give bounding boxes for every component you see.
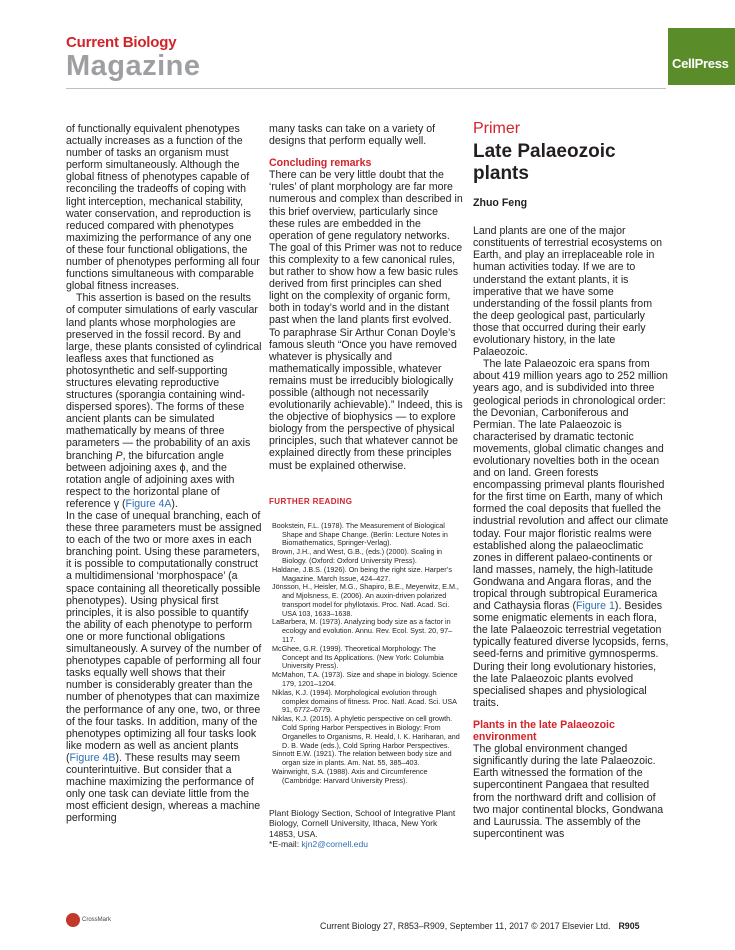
reference-item: Bookstein, F.L. (1978). The Measurement of Biological Shape and Shape Change. (Berlin: Lecture Notes in Biomathematics, Springer-Verlag).: [272, 520, 448, 548]
reference-item: Niklas, K.J. (2015). A phyletic perspective on cell growth. Cold Spring Harbor Perspectives in Biology: From Organelles to Organisms, R. Heald, I. K. Hariharan, and D. B. Wade (eds.), Cold Spring Harbor Perspectives.: [272, 714, 460, 750]
reference-item: Sinnott E.W. (1921). The relation between body size and organ size in plants. Am. Nat. 55, 385–403.: [272, 749, 452, 768]
citation: Current Biology 27, R853–R909, September 11, 2017 © 2017 Elsevier Ltd.: [320, 921, 611, 931]
article-title: Late Palaeozoic plants: [473, 141, 616, 185]
email-link[interactable]: kjn2@cornell.edu: [301, 839, 369, 850]
paragraph: many tasks can take on a variety of designs that perform equally well.: [269, 123, 436, 148]
further-reading-heading: FURTHER READING: [269, 496, 353, 506]
paragraph: of functionally equivalent phenotypes actually increases as a function of the number of tasks an organism must perform simultaneously. Although the global fitness of phenotypes capable of reconciling the tradeoffs of coping with light interception, mechanical stability, water conservation, and reproduction is reduced compared with phenotypes maximizing the performance of any one of these four functional obligations, the number of phenotypes performing all four functions simultaneous with comparable global fitness increases.: [66, 123, 260, 293]
figure-link[interactable]: Figure 1: [576, 600, 615, 613]
paragraph: Land plants are one of the major constituents of terrestrial ecosystems on Earth, and play an irreplaceable role in human activities today. If we are to understand the extant plants, it is imperative that we have some understanding of the fossil plants from the deep geological past, particularly those that occurred during their early evolutionary history, in the late Palaeozoic.: [473, 225, 663, 359]
cellpress-logo[interactable]: CellPress: [668, 28, 735, 85]
reference-item: Jönsson, H., Heisler, M.G., Shapiro, B.E., Meyerwitz, E.M., and Mjolsness, E. (2006). An auxin-driven polarized transport model for phyllotaxis. Proc. Natl. Acad. Sci. USA 103, 1633–1638.: [272, 582, 459, 618]
paragraph: In the case of unequal branching, each of these three parameters must be assigned to each of the two or more axes in each branching point. Using these parameters, it is possible to computationally construct a multidimensional ‘morphospace’ (a space containing all theoretically possible phenotypes). Using physical first principles, it is also possible to quantify the ability of each phenotype to perform one or more functional obligations simultaneously. A survey of the number of phenotypes capable of performing all four tasks equally well shows that their number is considerably greater than the number of phenotypes that can maximize the performance of any one, two, or three of the four tasks. In addition, many of the phenotypes optimizing all four tasks look like modern as well as ancient plants (Figure 4B). These results may seem counterintuitive. But consider that a machine maximizing the performance of only one task can deviate little from the most efficient design, whereas a machine performing: [66, 510, 262, 825]
primer-label: Primer: [473, 120, 521, 137]
article-author: Zhuo Feng: [473, 197, 528, 210]
reference-list: [272, 522, 463, 786]
author-affiliation: Plant Biology Section, School of Integrative Plant Biology, Cornell University, Ithaca, New York 14853, USA. *E-mail: kjn2@cornell.edu: [269, 807, 456, 850]
reference-item: McGhee, G.R. (1999). Theoretical Morphology: The Concept and Its Applications. (New York: Columbia University Press).: [272, 643, 444, 671]
reference-item: Wainwright, S.A. (1988). Axis and Circumference (Cambridge: Harvard University Press).: [272, 767, 428, 785]
page-footer: [320, 921, 639, 931]
paragraph: The global environment changed significantly during the late Palaeozoic. Earth witnessed the formation of the supercontinent Pangaea that resulted from the northward drift and collision of two major continental blocks, Gondwana and Laurussia. The assembly of the supercontinent was: [473, 743, 664, 840]
reference-item: Haldane, J.B.S. (1926). On being the right size. Harper’s Magazine. March Issue, 424–427.: [272, 564, 452, 583]
column-middle: [269, 123, 463, 850]
page-number: R905: [618, 921, 640, 931]
figure-link[interactable]: Figure 4B: [69, 751, 116, 764]
crossmark-badge[interactable]: [66, 910, 126, 930]
crossmark-label: CrossMark: [82, 917, 112, 923]
paragraph: The late Palaeozoic era spans from about 419 million years ago to 252 million years ago, and is subdivided into three geological periods in chronological order: the Devonian, Carboniferous and Permian. The late Palaeozoic is characterised by dramatic tectonic movements, global climatic changes and evolutionary novelties both in the ocean and on land. Green forests encompassing primeval plants flourished for the first time on Earth, many of which formed the coal deposits that fuelled the industrial revolution and affect our climate today. Four major floristic realms were established along the palaeoclimatic zones in different palaeo-continents or land masses, namely, the high-latitude Gondwana and Angara floras, and the tropical through subtropical Euramerica and Cathaysia floras (Figure 1). Besides some enigmatic elements in each flora, the late Palaeozoic terrestrial vegetation typically featured diverse lycopsids, ferns, seed-ferns and primitive gymnosperms. During their long evolutionary histories, the late Palaeozoic plants evolved specialised shapes and physiological traits.: [473, 358, 669, 709]
header-divider: [66, 88, 666, 89]
reference-item: LaBarbera, M. (1973). Analyzing body size as a factor in ecology and evolution. Annu. Rev. Ecol. Syst. 20, 97–117.: [272, 617, 453, 645]
figure-link[interactable]: Figure 4A: [125, 497, 172, 510]
column-right: [473, 120, 669, 840]
reference-item: Niklas, K.J. (1994). Morphological evolution through complex domains of fitness. Proc. Natl. Acad. Sci. USA 91, 6772–6779.: [272, 687, 457, 715]
section-heading: Concluding remarks: [269, 157, 372, 170]
reference-item: Brown, J.H., and West, G.B., (eds.) (2000). Scaling in Biology. (Oxford: Oxford University Press).: [272, 547, 443, 565]
journal-title: Current Biology: [66, 34, 177, 51]
paragraph: There can be very little doubt that the ‘rules’ of plant morphology are far more numerous and complex than described in this brief overview, particularly since these rules are embedded in the operation of gene regulatory networks. The goal of this Primer was not to reduce this complexity to a few canonical rules, but rather to show how a few basic rules derived from first principles can shed light on the complexity of organic form, both in today’s world and in the distant past when the land plants first evolved. To paraphrase Sir Arthur Conan Doyle’s famous sleuth “Once you have removed whatever is physically and mathematically impossible, whatever remains must be irreducibly biologically possible (although not necessarily evolutionarily achievable).” Indeed, this is the objective of biophysics — to explore biology from the perspective of physical principles, such that whatever cannot be explained directly from these principles must be explained otherwise.: [269, 169, 463, 472]
section-title: Magazine: [66, 50, 201, 82]
crossmark-icon: [66, 913, 80, 927]
reference-item: McMahon, T.A. (1973). Size and shape in biology. Science 179, 1201–1204.: [272, 670, 458, 689]
section-heading: Plants in the late Palaeozoic environment: [473, 718, 615, 744]
column-left: [66, 123, 262, 824]
paragraph: This assertion is based on the results of computer simulations of early vascular land plants whose morphologies are preserved in the fossil record. By and large, these plants consisted of cylindrical leafless axes that functioned as photosynthetic and self-supporting structures elevating reproductive structures (sporangia containing wind-dispersed spores). The forms of these ancient plants can be simulated mathematically by means of three parameters — the probability of an axis branching P, the bifurcation angle between adjoining axes ϕ, and the rotation angle of adjoining axes with respect to the horizontal plane of reference γ (Figure 4A).: [66, 292, 262, 510]
